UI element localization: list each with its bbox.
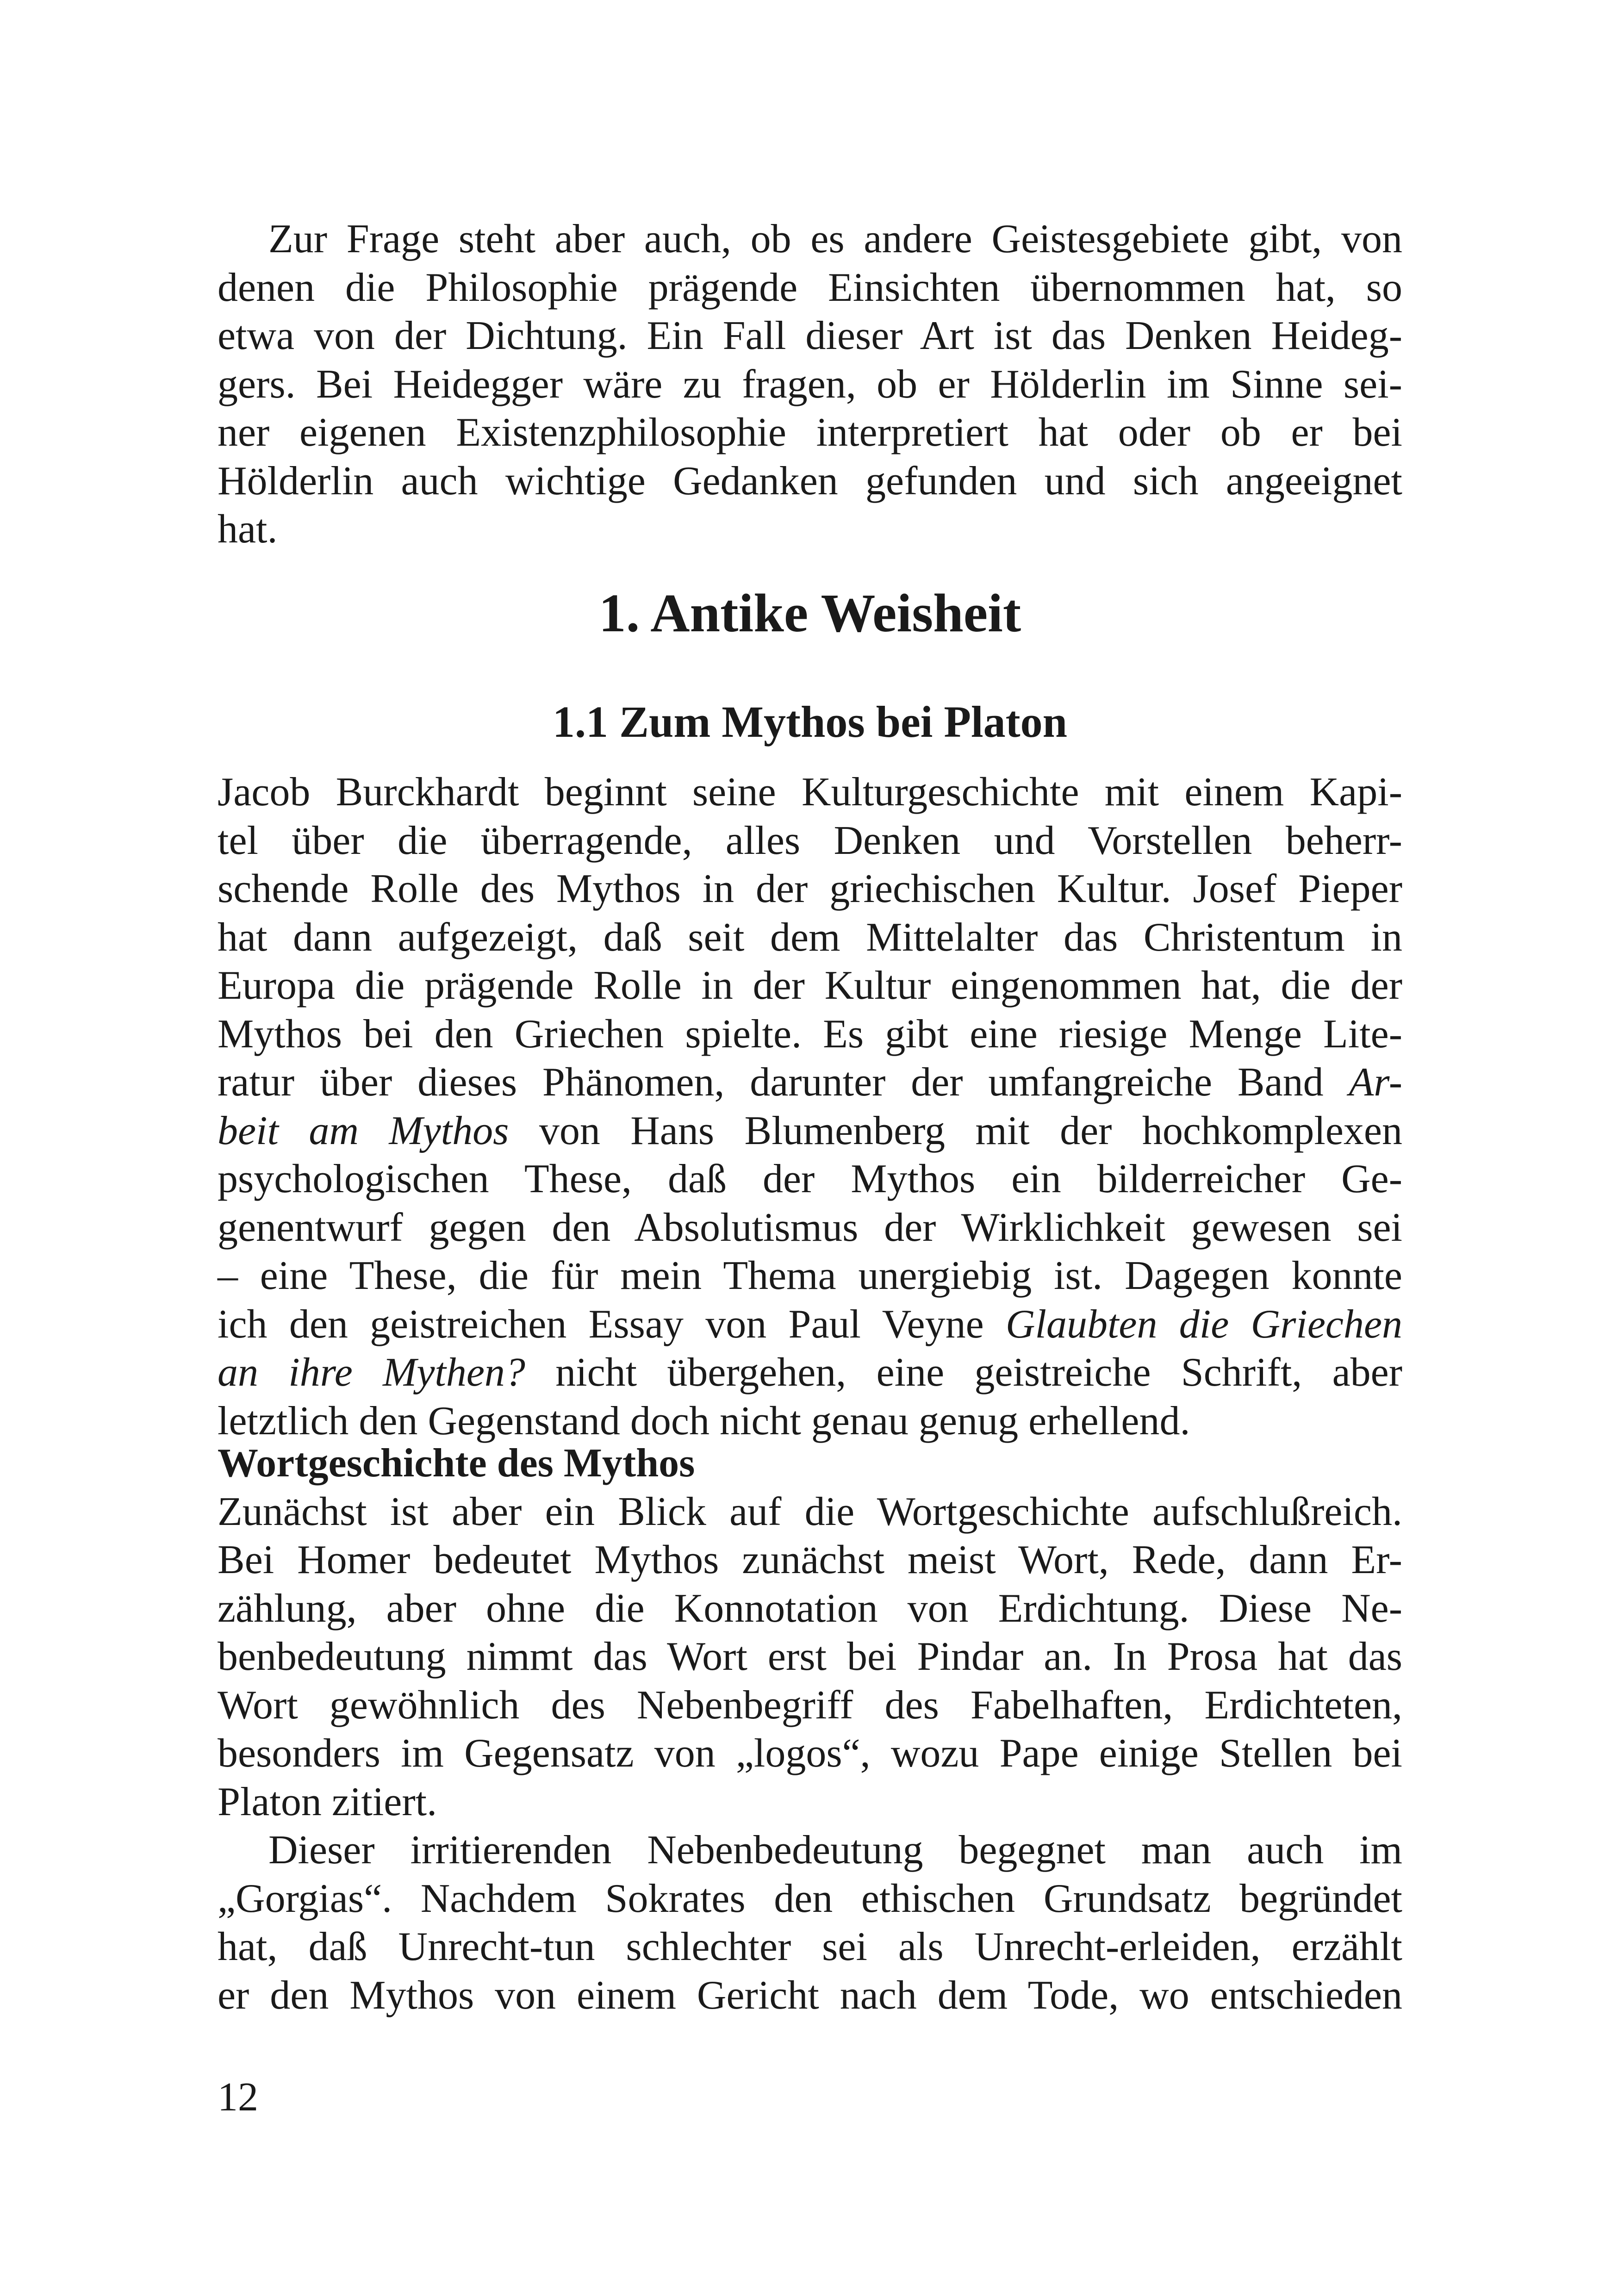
text-line [218,1349,1402,1397]
text-line: hat. [218,507,278,552]
text-line [218,1300,1402,1349]
text-line: Platon zitiert. [218,1779,437,1824]
text-line: zählung, aber ohne die Konnotation von Erdichtung. Diese Ne- [218,1586,1402,1631]
text-line: schende Rolle des Mythos in der griechischen Kultur. Josef Pieper [218,866,1402,911]
text-line: er den Mythos von einem Gericht nach dem Tode, wo entschieden [218,1972,1402,2018]
book-title-italic: beit am Mythos [218,1108,509,1153]
text-line: ner eigenen Existenzphilosophie interpretiert hat oder ob er bei [218,410,1402,455]
text-line: Jacob Burckhardt beginnt seine Kulturgeschichte mit einem Kapi- [218,770,1402,815]
text-line: Zur Frage steht aber auch, ob es andere Geistesgebiete gibt, von [268,217,1402,261]
text-line: Zunächst ist aber ein Blick auf die Wortgeschichte aufschlußreich. [218,1489,1402,1534]
text-segment: nicht übergehen, eine geistreiche Schrift, aber [525,1350,1402,1395]
text-segment: von Hans Blumenberg mit der hochkomplexen [509,1108,1402,1153]
text-line: tel über die überragende, alles Denken und Vorstellen beherr- [218,818,1402,863]
text-segment: ratur über dieses Phänomen, darunter der umfangreiche Band [218,1060,1324,1105]
text-segment: ich den geistreichen Essay von Paul Veyne [218,1301,1006,1347]
text-line: hat dann aufgezeigt, daß seit dem Mittelalter das Christentum in [218,915,1402,960]
text-line: psychologischen These, daß der Mythos ein bilderreicher Ge- [218,1157,1402,1201]
book-title-italic: Glaubten die Griechen [1005,1301,1403,1347]
book-title-italic: Ar- [1349,1060,1402,1105]
text-line: Mythos bei den Griechen spielte. Es gibt eine riesige Menge Lite- [218,1011,1402,1057]
text-line: Bei Homer bedeutet Mythos zunächst meist Wort, Rede, dann Er- [218,1537,1402,1582]
text-line: genentwurf gegen den Absolutismus der Wirklichkeit gewesen sei [218,1205,1402,1250]
text-line: „Gorgias“. Nachdem Sokrates den ethischen Grundsatz begründet [218,1876,1402,1921]
section-paragraph [218,768,1402,1445]
text-line: Hölderlin auch wichtige Gedanken gefunden und sich angeeignet [218,458,1402,504]
text-line: hat, daß Unrecht-tun schlechter sei als Unrecht-erleiden, erzählt [218,1924,1402,1969]
page-number: 12 [218,2075,258,2120]
subsection [218,1439,1402,2020]
chapter-title: 1. Antike Weisheit [598,583,1021,643]
text-line: Dieser irritierenden Nebenbedeutung begegnet man auch im [268,1828,1402,1873]
text-line: – eine These, die für mein Thema unergiebig ist. Dagegen konnte [218,1253,1402,1298]
text-line [218,1058,1402,1107]
text-line: benbedeutung nimmt das Wort erst bei Pindar an. In Prosa hat das [218,1634,1402,1679]
intro-paragraph [218,215,1402,554]
text-line: Wort gewöhnlich des Nebenbegriff des Fabelhaften, Erdichteten, [218,1682,1402,1728]
book-title-italic: an ihre Mythen? [218,1350,525,1395]
section-title: 1.1 Zum Mythos bei Platon [552,697,1068,747]
text-line: gers. Bei Heidegger wäre zu fragen, ob er Hölderlin im Sinne sei- [218,361,1402,407]
text-line: besonders im Gegensatz von „logos“, wozu Pape einige Stellen bei [218,1731,1402,1776]
text-line: etwa von der Dichtung. Ein Fall dieser Art ist das Denken Heideg- [218,313,1402,358]
text-line [218,1107,1402,1156]
subsection-title: Wortgeschichte des Mythos [218,1441,695,1486]
text-line: Europa die prägende Rolle in der Kultur eingenommen hat, die der [218,963,1402,1008]
text-line: letztlich den Gegenstand doch nicht genau genug erhellend. [218,1398,1190,1444]
text-line: denen die Philosophie prägende Einsichten übernommen hat, so [218,265,1402,310]
